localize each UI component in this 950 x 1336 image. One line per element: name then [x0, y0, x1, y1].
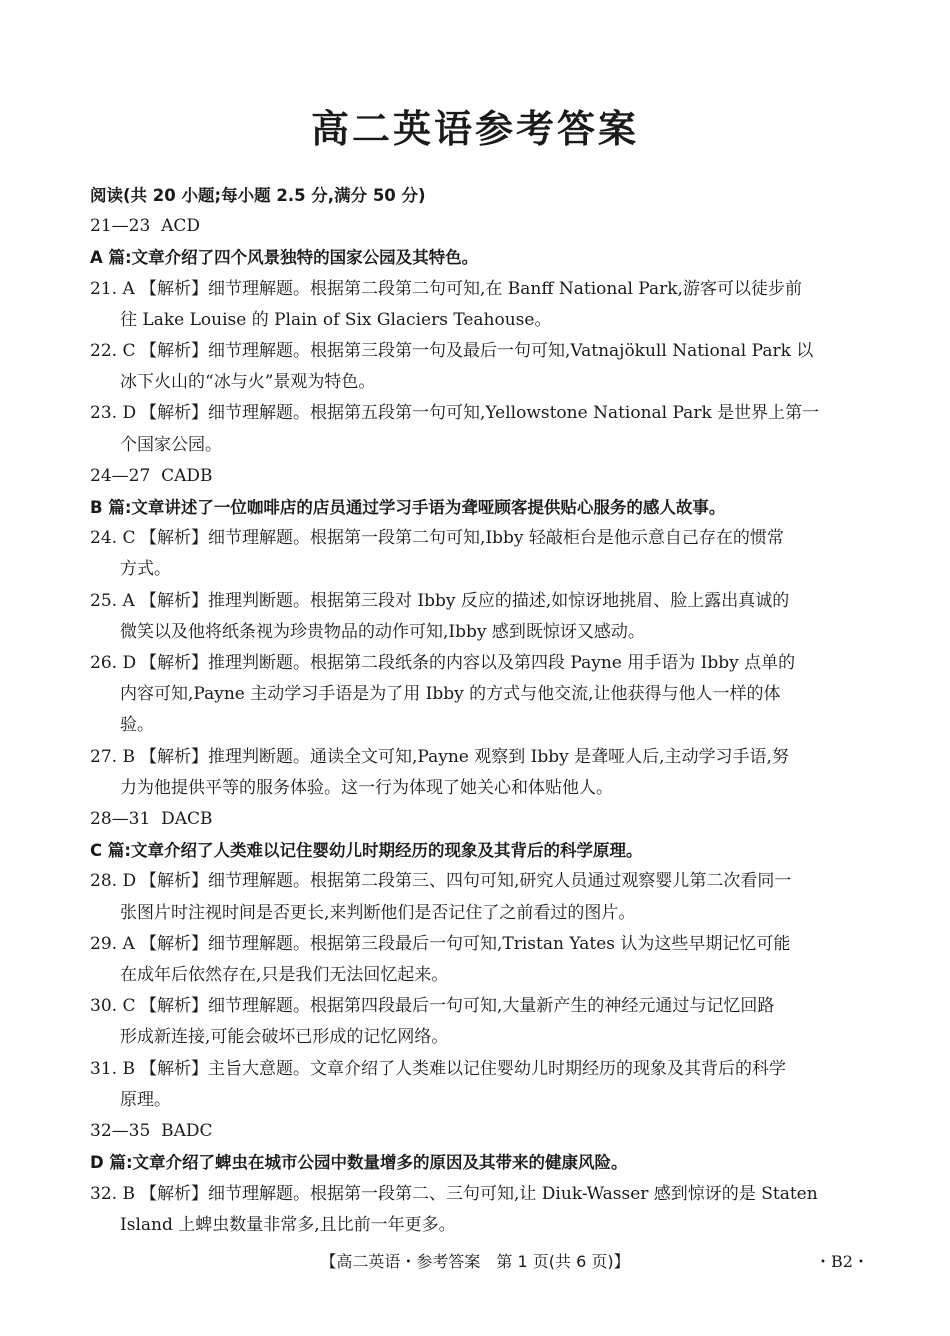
analysis-text: 推理判断题。根据第二段纸条的内容以及第四段 Payne 用手语为 Ibby 点单的 — [208, 653, 796, 674]
analysis-continuation: 力为他提供平等的服务体验。这一行为体现了她关心和体贴他人。 — [120, 777, 613, 798]
question-number: 21. A — [90, 278, 135, 299]
answer-item — [90, 866, 860, 928]
analysis-text: 细节理解题。根据第三段第一句及最后一句可知,Vatnajökull National Park 以 — [208, 341, 814, 362]
answer-first-line — [90, 1054, 860, 1085]
analysis-continuation: 原理。 — [120, 1089, 171, 1110]
answer-item — [90, 742, 860, 804]
analysis-text: 细节理解题。根据第二段第三、四句可知,研究人员通过观察婴儿第二次看同一 — [208, 871, 792, 892]
analysis-continuation: 张图片时注视时间是否更长,来判断他们是否记住了之前看过的图片。 — [120, 902, 636, 923]
answer-first-line — [90, 336, 860, 367]
analysis-tag: 【解析】 — [140, 996, 208, 1017]
analysis-tag: 【解析】 — [140, 590, 208, 611]
answer-item — [90, 523, 860, 585]
question-number: 26. D — [90, 653, 137, 674]
answer-content — [90, 180, 860, 1241]
analysis-text: 推理判断题。通读全文可知,Payne 观察到 Ibby 是聋哑人后,主动学习手语,努 — [208, 746, 789, 767]
answer-first-line — [90, 586, 860, 617]
question-number: 31. B — [90, 1058, 135, 1079]
analysis-text: 细节理解题。根据第一段第二句可知,Ibby 轻敲柜台是他示意自己存在的惯常 — [208, 528, 784, 549]
passage-summary: B 篇:文章讲述了一位咖啡店的店员通过学习手语为聋哑顾客提供贴心服务的感人故事。 — [90, 498, 726, 518]
answer-item — [90, 648, 860, 742]
answer-range: 21—23 ACD — [90, 216, 200, 237]
analysis-text: 细节理解题。根据第三段最后一句可知,Tristan Yates 认为这些早期记忆可能 — [208, 933, 791, 954]
answer-first-line — [90, 991, 860, 1022]
analysis-tag: 【解析】 — [140, 933, 208, 954]
analysis-continuation: 个国家公园。 — [120, 434, 222, 455]
answer-first-line — [90, 742, 860, 773]
page-title: 高二英语参考答案 — [310, 107, 639, 151]
analysis-continuation: Island 上蜱虫数量非常多,且比前一年更多。 — [120, 1214, 456, 1235]
analysis-tag: 【解析】 — [140, 528, 208, 549]
analysis-tag: 【解析】 — [140, 403, 208, 424]
question-number: 24. C — [90, 528, 136, 549]
analysis-tag: 【解析】 — [140, 1183, 208, 1204]
answer-range: 28—31 DACB — [90, 809, 213, 830]
answer-item — [90, 398, 860, 460]
analysis-continuation: 验。 — [120, 715, 154, 736]
answer-item — [90, 336, 860, 398]
passage-summary: A 篇:文章介绍了四个风景独特的国家公园及其特色。 — [90, 248, 479, 268]
question-number: 30. C — [90, 996, 136, 1017]
analysis-tag: 【解析】 — [140, 278, 208, 299]
answer-first-line — [90, 523, 860, 554]
analysis-tag: 【解析】 — [140, 871, 208, 892]
analysis-continuation: 方式。 — [120, 559, 171, 580]
answer-item — [90, 274, 860, 336]
analysis-text: 细节理解题。根据第二段第二句可知,在 Banff National Park,游客可以徒步前 — [208, 278, 802, 299]
analysis-text: 推理判断题。根据第三段对 Ibby 反应的描述,如惊讶地挑眉、脸上露出真诚的 — [208, 590, 790, 611]
answer-groups — [90, 211, 860, 1241]
analysis-continuation: 微笑以及他将纸条视为珍贵物品的动作可知,Ibby 感到既惊讶又感动。 — [120, 621, 645, 642]
answer-first-line — [90, 398, 860, 429]
analysis-continuation: 往 Lake Louise 的 Plain of Six Glaciers Teahouse。 — [120, 309, 552, 330]
answer-range: 24—27 CADB — [90, 465, 213, 486]
question-number: 22. C — [90, 341, 136, 362]
answer-item — [90, 586, 860, 648]
analysis-tag: 【解析】 — [140, 1058, 208, 1079]
analysis-tag: 【解析】 — [140, 746, 208, 767]
question-number: 29. A — [90, 933, 135, 954]
question-number: 25. A — [90, 590, 135, 611]
answer-first-line — [90, 1179, 860, 1210]
analysis-text: 细节理解题。根据第五段第一句可知,Yellowstone National Park 是世界上第一 — [208, 403, 820, 424]
question-number: 23. D — [90, 403, 137, 424]
answer-item — [90, 991, 860, 1053]
passage-summary: C 篇:文章介绍了人类难以记住婴幼儿时期经历的现象及其背后的科学原理。 — [90, 841, 643, 861]
answer-item — [90, 1054, 860, 1116]
analysis-continuation: 在成年后依然存在,只是我们无法回忆起来。 — [120, 965, 449, 986]
answer-item — [90, 1179, 860, 1241]
analysis-text: 细节理解题。根据第一段第二、三句可知,让 Diuk-Wasser 感到惊讶的是 Staten — [208, 1183, 818, 1204]
analysis-continuation: 形成新连接,可能会破坏已形成的记忆网络。 — [120, 1027, 449, 1048]
section-header: 阅读(共 20 小题;每小题 2.5 分,满分 50 分) — [90, 186, 426, 205]
question-number: 28. D — [90, 871, 137, 892]
passage-summary: D 篇:文章介绍了蜱虫在城市公园中数量增多的原因及其带来的健康风险。 — [90, 1153, 628, 1173]
analysis-text: 细节理解题。根据第四段最后一句可知,大量新产生的神经元通过与记忆回路 — [208, 996, 775, 1017]
analysis-text: 主旨大意题。文章介绍了人类难以记住婴幼儿时期经历的现象及其背后的科学 — [208, 1058, 786, 1079]
analysis-tag: 【解析】 — [140, 341, 208, 362]
answer-first-line — [90, 648, 860, 679]
analysis-continuation: 内容可知,Payne 主动学习手语是为了用 Ibby 的方式与他交流,让他获得与他人一样的体 — [120, 684, 781, 705]
answer-item — [90, 929, 860, 991]
page-code: ・B2・ — [815, 1252, 869, 1271]
question-number: 32. B — [90, 1183, 135, 1204]
question-number: 27. B — [90, 746, 135, 767]
answer-first-line — [90, 929, 860, 960]
answer-first-line — [90, 274, 860, 305]
answer-first-line — [90, 866, 860, 897]
page-footer: 【高二英语・参考答案 第 1 页(共 6 页)】 — [320, 1252, 630, 1271]
answer-range: 32—35 BADC — [90, 1121, 213, 1142]
analysis-continuation: 冰下火山的“冰与火”景观为特色。 — [120, 372, 376, 393]
analysis-tag: 【解析】 — [140, 653, 208, 674]
